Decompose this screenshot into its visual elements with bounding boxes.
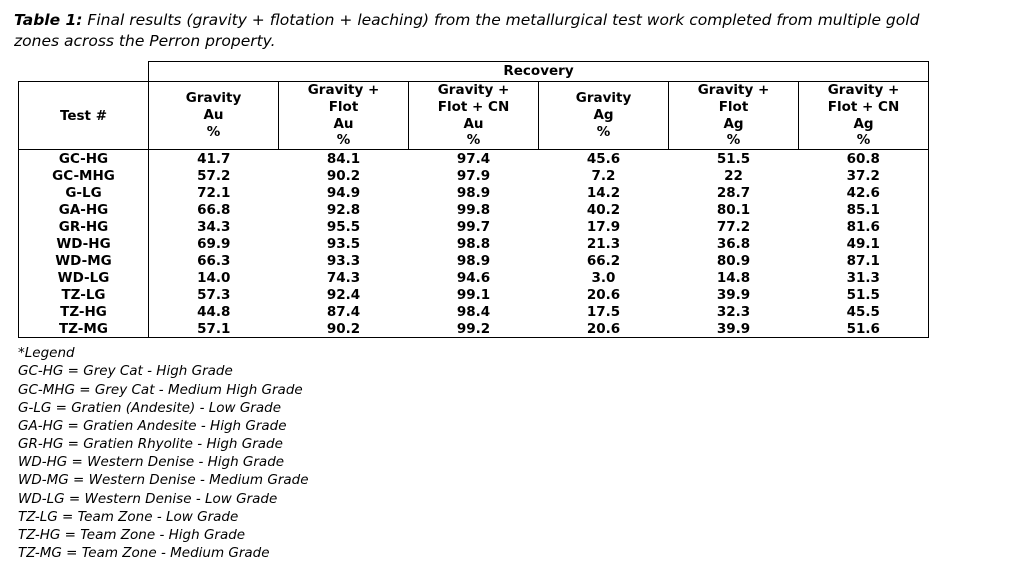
legend-entry: TZ-LG = Team Zone - Low Grade — [18, 508, 239, 525]
row-value: 81.6 — [799, 218, 929, 235]
row-value: 17.5 — [586, 303, 621, 320]
legend-entry: G-LG = Gratien (Andesite) - Low Grade — [18, 399, 281, 416]
column-header-line: Ag — [723, 115, 744, 132]
row-value: 80.9 — [716, 252, 751, 269]
row-value: 60.8 — [799, 150, 929, 168]
column-header-line: % — [206, 123, 221, 140]
table-header-row — [19, 81, 929, 150]
row-test-label: G-LG — [19, 184, 149, 201]
column-header-line: % — [596, 123, 611, 140]
row-value: 97.9 — [456, 167, 491, 184]
column-header-line: Au — [463, 115, 484, 132]
row-value: 98.8 — [456, 235, 491, 252]
row-value: 98.9 — [456, 252, 491, 269]
legend-block — [18, 344, 1004, 562]
row-value: 98.4 — [456, 303, 491, 320]
row-value: 94.9 — [326, 184, 361, 201]
row-value: 72.1 — [197, 184, 231, 201]
row-test-label: WD-HG — [19, 235, 149, 252]
row-value: 90.2 — [279, 320, 409, 338]
row-value: 69.9 — [197, 235, 231, 252]
table-row — [19, 150, 929, 168]
row-value: 14.0 — [197, 269, 231, 286]
table-row — [19, 184, 929, 201]
row-value: 32.3 — [716, 303, 751, 320]
legend-entry: TZ-HG = Team Zone - High Grade — [18, 526, 246, 543]
column-header-line: % — [336, 132, 351, 149]
row-value: 84.1 — [326, 150, 361, 167]
legend-entry: GR-HG = Gratien Rhyolite - High Grade — [18, 436, 283, 453]
row-value: 94.6 — [456, 269, 491, 286]
table-row — [19, 269, 929, 286]
row-value: 90.2 — [326, 167, 361, 184]
legend-entry: GC-HG = Grey Cat - High Grade — [18, 363, 233, 380]
row-value: 21.3 — [586, 235, 621, 252]
legend-entry: WD-HG = Western Denise - High Grade — [18, 454, 285, 471]
row-value: 99.8 — [456, 201, 491, 218]
row-value: 87.4 — [326, 303, 361, 320]
row-value: 99.7 — [456, 218, 491, 235]
caption-text: Final results (gravity + flotation + leaching) from the metallurgical test work completed from multiple gold zones across the Perron property. — [14, 11, 920, 51]
table-row — [19, 303, 929, 320]
row-value: 85.1 — [799, 201, 929, 218]
column-header-line: Flot + CN — [437, 98, 510, 115]
row-test-label: GA-HG — [19, 201, 149, 218]
table-row — [19, 167, 929, 184]
row-value: 57.2 — [197, 167, 231, 184]
row-value: 51.6 — [799, 320, 929, 338]
table-caption — [14, 10, 944, 53]
legend-entry: GA-HG = Gratien Andesite - High Grade — [18, 417, 287, 434]
row-value: 93.5 — [326, 235, 361, 252]
column-header-4 — [539, 81, 669, 150]
header-test-number: Test # — [19, 81, 149, 150]
column-header-1 — [149, 81, 279, 150]
row-value: 20.6 — [539, 320, 669, 338]
row-value: 36.8 — [716, 235, 751, 252]
column-header-3 — [409, 81, 539, 150]
table-row — [19, 252, 929, 269]
column-header-line: Au — [203, 107, 224, 124]
row-value: 42.6 — [799, 184, 929, 201]
column-header-line: Gravity + — [697, 81, 770, 98]
table-row — [19, 320, 929, 338]
row-value: 39.9 — [669, 320, 799, 338]
row-value: 31.3 — [799, 269, 929, 286]
table-row — [19, 218, 929, 235]
row-value: 51.5 — [799, 286, 929, 303]
row-value: 28.7 — [716, 184, 751, 201]
column-header-line: % — [466, 132, 481, 149]
caption-label: Table 1: — [14, 11, 83, 29]
row-value: 3.0 — [591, 269, 616, 286]
column-header-line: Gravity — [185, 90, 242, 107]
row-value: 57.1 — [149, 320, 279, 338]
group-header-recovery: Recovery — [149, 61, 929, 81]
column-header-line: Ag — [593, 107, 614, 124]
table-row — [19, 201, 929, 218]
row-value: 39.9 — [716, 286, 751, 303]
column-header-line: Gravity — [575, 90, 632, 107]
row-value: 34.3 — [197, 218, 231, 235]
row-test-label: WD-LG — [19, 269, 149, 286]
row-value: 14.8 — [716, 269, 751, 286]
header-corner-blank — [19, 61, 149, 81]
row-value: 93.3 — [326, 252, 361, 269]
table-row — [19, 286, 929, 303]
row-test-label: TZ-LG — [19, 286, 149, 303]
column-header-line: Flot — [328, 98, 359, 115]
row-value: 99.1 — [456, 286, 491, 303]
column-header-line: Gravity + — [827, 81, 900, 98]
row-value: 80.1 — [716, 201, 751, 218]
column-header-6 — [799, 81, 929, 150]
column-header-line: Gravity + — [437, 81, 510, 98]
row-value: 22 — [724, 167, 743, 184]
row-value: 99.2 — [409, 320, 539, 338]
legend-title: *Legend — [18, 345, 75, 362]
legend-entry: TZ-MG = Team Zone - Medium Grade — [18, 544, 270, 561]
row-value: 41.7 — [197, 150, 231, 167]
row-value: 57.3 — [197, 286, 231, 303]
row-value: 20.6 — [586, 286, 621, 303]
row-value: 97.4 — [456, 150, 491, 167]
legend-entry: WD-MG = Western Denise - Medium Grade — [18, 472, 309, 489]
row-value: 45.6 — [586, 150, 621, 167]
row-test-label: TZ-HG — [19, 303, 149, 320]
results-table — [18, 61, 929, 339]
row-value: 44.8 — [197, 303, 231, 320]
row-value: 49.1 — [799, 235, 929, 252]
row-test-label: WD-MG — [19, 252, 149, 269]
row-value: 92.8 — [326, 201, 361, 218]
row-value: 7.2 — [591, 167, 616, 184]
column-header-line: Au — [333, 115, 354, 132]
row-value: 66.8 — [197, 201, 231, 218]
row-value: 98.9 — [456, 184, 491, 201]
row-value: 87.1 — [799, 252, 929, 269]
table-group-header-row — [19, 61, 929, 81]
table-row — [19, 235, 929, 252]
row-value: 66.3 — [197, 252, 231, 269]
row-value: 77.2 — [716, 218, 751, 235]
row-value: 95.5 — [326, 218, 361, 235]
row-test-label: TZ-MG — [19, 320, 149, 338]
row-value: 14.2 — [586, 184, 621, 201]
column-header-line: Flot — [718, 98, 749, 115]
row-value: 92.4 — [326, 286, 361, 303]
row-value: 74.3 — [326, 269, 361, 286]
row-value: 45.5 — [799, 303, 929, 320]
row-value: 37.2 — [799, 167, 929, 184]
column-header-line: Flot + CN — [827, 98, 900, 115]
column-header-5 — [669, 81, 799, 150]
row-value: 66.2 — [586, 252, 621, 269]
legend-entry: GC-MHG = Grey Cat - Medium High Grade — [18, 381, 303, 398]
row-value: 51.5 — [716, 150, 751, 167]
column-header-line: % — [726, 132, 741, 149]
row-test-label: GC-MHG — [19, 167, 149, 184]
column-header-line: Ag — [853, 115, 874, 132]
row-value: 17.9 — [586, 218, 621, 235]
column-header-line: Gravity + — [307, 81, 380, 98]
row-test-label: GC-HG — [19, 150, 149, 168]
row-value: 40.2 — [586, 201, 621, 218]
legend-entry: WD-LG = Western Denise - Low Grade — [18, 490, 278, 507]
column-header-line: % — [856, 132, 871, 149]
row-test-label: GR-HG — [19, 218, 149, 235]
column-header-2 — [279, 81, 409, 150]
